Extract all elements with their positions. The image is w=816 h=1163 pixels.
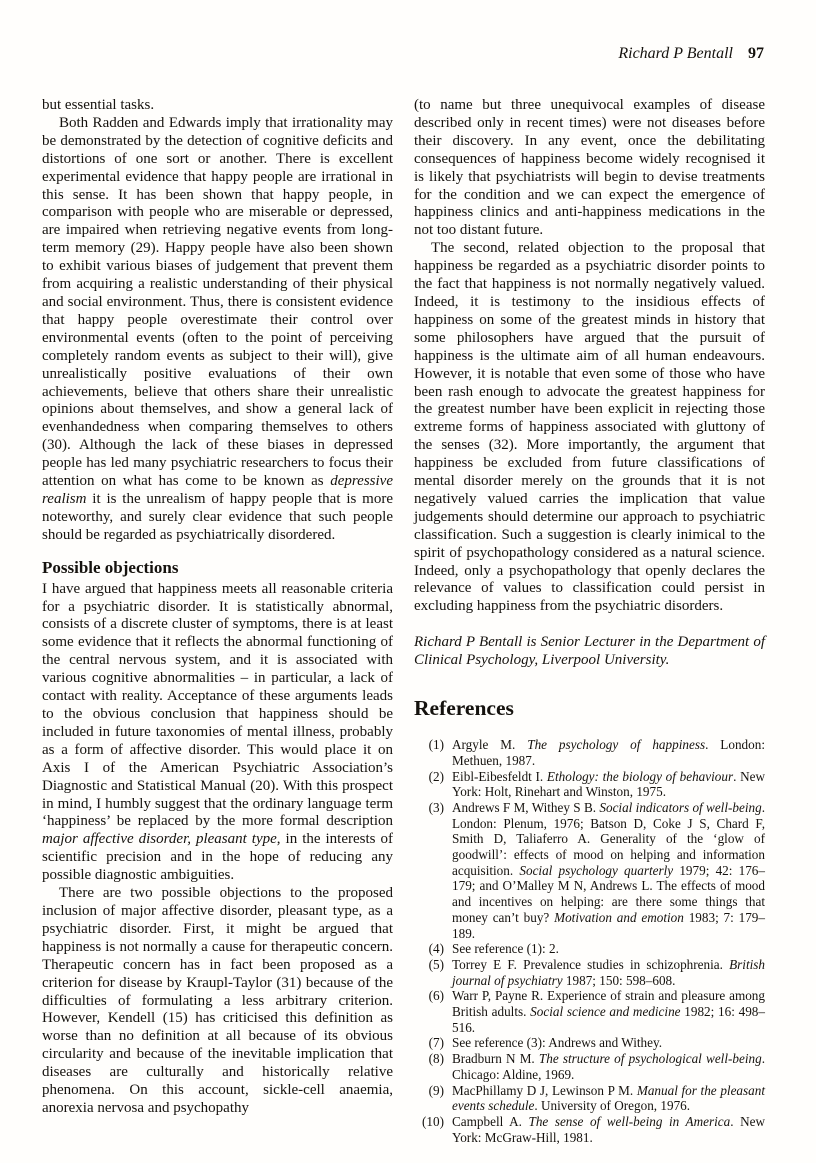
text-segment: Social indicators of well-being	[599, 799, 762, 815]
reference-item	[414, 1083, 765, 1114]
reference-text	[452, 957, 765, 988]
reference-item	[414, 1051, 765, 1082]
text-segment: . London: Methuen, 1987.	[452, 737, 765, 768]
text-segment: Campbell A.	[452, 1113, 529, 1129]
text-columns	[42, 97, 765, 1145]
reference-text	[452, 1035, 765, 1051]
text-segment: . New York: Holt, Rinehart and Winston, 1975.	[452, 768, 766, 800]
reference-text	[452, 941, 765, 957]
reference-number: (6)	[428, 988, 444, 1004]
text-segment: (to name but three unequivocal examples of disease described only in recent times) were not diseases before their discovery. In any event, once the debilitating consequences of happiness become widely recognised it is likely that psychiatrists will begin to devise treatments for the condition and we can expect the emergence of happiness clinics and anti-happiness medications in the not too distant future.	[414, 97, 765, 239]
text-segment: . University of Oregon, 1976.	[534, 1098, 691, 1114]
reference-item	[414, 800, 765, 941]
text-segment: 1983; 7: 179–189.	[452, 909, 765, 941]
text-segment: Eibl-Eibesfeldt I.	[452, 768, 547, 784]
text-segment: Andrews F M, Withey S B.	[452, 799, 600, 815]
text-segment: MacPhillamy D J, Lewinson P M.	[452, 1082, 637, 1098]
references-heading: References	[414, 696, 514, 721]
reference-text	[452, 737, 765, 768]
text-segment: British journal of psychiatry	[452, 956, 765, 988]
text-segment: The psychology of happiness	[527, 737, 706, 753]
text-segment: Bradburn N M.	[452, 1051, 539, 1067]
reference-item	[414, 1035, 765, 1051]
reference-item	[414, 941, 765, 957]
running-header-author: Richard P Bentall	[618, 45, 733, 62]
text-segment: Ethology: the biology of behaviour	[546, 768, 734, 784]
text-segment: Both Radden and Edwards imply that irrationality may be demonstrated by the detection of cognitive deficits and distortions of one sort or another. There is excellent experimental evidence that happy people are irrational in this sense. It has been shown that happy people, in comparison with people who are miserable or depressed, are impaired when retrieving negative events from long-term memory (29). Happy people have also been shown to exhibit various biases of judgement that prevent them from acquiring a realistic understanding of their physical and social environment. Thus, there is consistent evidence that happy people overestimate their control over environmental events (often to the point of perceiving completely random events as subject to their will), give unrealistically positive evaluations of their own achievements, believe that others share their unrealistic opinions about themselves, and show a general lack of evenhandedness when comparing themselves to others (30). Although the lack of these biases in depressed people has led many psychiatric researchers to focus their attention on what has come to be known as	[42, 114, 393, 490]
text-segment: 1982; 16: 498–516.	[452, 1004, 765, 1035]
text-segment: Torrey E F. Prevalence studies in schizophrenia.	[452, 956, 730, 972]
section-heading: Possible objections	[42, 557, 179, 577]
text-segment: depressive realism	[42, 473, 393, 507]
text-segment: Manual for the pleasant events schedule	[452, 1082, 766, 1114]
body-paragraph	[42, 115, 393, 545]
reference-text	[452, 1114, 765, 1145]
text-segment: The structure of psychological well-being	[538, 1051, 762, 1067]
text-segment: Warr P, Payne R. Experience of strain and pleasure among British adults.	[452, 988, 765, 1020]
body-paragraph	[42, 97, 393, 115]
text-segment: There are two possible objections to the proposed inclusion of major affective disorder, pleasant type, as a psychiatric disorder. First, it might be argued that happiness is not normally a cause for therapeutic concern. Therapeutic concern has in fact been proposed as a criterion for disease by Kraupl-Taylor (31) because of the difficulties of formulating a less arbitrary criterion. However, Kendell (15) has criticised this definition as worse than no definition at all because of its obvious circularity and because of the inevitable implication that diseases are culturally and historically relative phenomena. On this account, sickle-cell anaemia, anorexia nervosa and psychopathy	[42, 885, 393, 1116]
reference-item	[414, 769, 765, 800]
running-header	[618, 45, 764, 63]
text-segment: it is the unrealism of happy people that is more noteworthy, and surely clear evidence that such people should be regarded as psychiatrically disordered.	[42, 490, 393, 543]
body-paragraph	[414, 97, 765, 240]
text-segment: 1979; 42: 176–179; and O’Malley M N, Andrews L. The effects of mood and incentives on helping: are there some things that money can’t buy?	[452, 862, 765, 925]
reference-number: (5)	[428, 956, 444, 972]
text-segment: . London: Plenum, 1976; Batson D, Coke J S, Chard F, Smith D, Taliaferro A. Generality of the ‘glow of goodwill’: effects of mood on helping and information acquisition.	[452, 799, 766, 878]
text-segment: Social science and medicine	[530, 1004, 681, 1020]
author-affiliation	[414, 634, 765, 670]
reference-number: (2)	[428, 768, 444, 784]
reference-text	[452, 800, 765, 941]
text-segment: major affective disorder, pleasant type	[42, 831, 277, 848]
reference-number: (8)	[428, 1051, 444, 1067]
text-segment: , in the interests of scientific precision and in the hope of reducing any possible diagnostic ambiguities.	[42, 831, 393, 884]
text-segment: Social psychology quarterly	[519, 862, 674, 878]
reference-text	[452, 988, 765, 1035]
reference-number: (1)	[428, 737, 444, 753]
reference-number: (4)	[428, 941, 444, 957]
reference-number: (9)	[428, 1082, 444, 1098]
body-paragraph	[414, 240, 765, 616]
text-segment: . New York: McGraw-Hill, 1981.	[452, 1113, 765, 1145]
reference-number: (10)	[422, 1113, 444, 1129]
body-paragraph	[42, 885, 393, 1118]
text-segment: See reference (1): 2.	[452, 941, 559, 957]
body-paragraph	[42, 581, 393, 885]
reference-item	[414, 1114, 765, 1145]
text-segment: 1987; 150: 598–608.	[562, 972, 676, 988]
text-segment: but essential tasks.	[42, 97, 155, 113]
text-segment: Argyle M.	[452, 737, 528, 753]
text-segment: The second, related objection to the proposal that happiness be regarded as a psychiatric disorder points to the fact that happiness is not normally negatively valued. Indeed, it is testimony to the insidious effects of happiness on some of the greatest minds in history that some philosophers have argued that the pursuit of happiness is the ultimate aim of all human endeavours. However, it is notable that even some of those who have been rash enough to advocate the greatest happiness for the greatest number have been explicit in rejecting those extreme forms of happiness associated with gluttony of the senses (32). More importantly, the argument that happiness be excluded from future classifications of mental disorder merely on the grounds that it is not negatively valued carries the implication that value judgements should determine our approach to psychiatric classification. Such a suggestion is clearly inimical to the spirit of psychopathology considered as a natural science. Indeed, only a psychopathology that openly declares the relevance of values to classification could persist in excluding happiness from the psychiatric disorders.	[414, 240, 765, 615]
reference-text	[452, 1083, 765, 1114]
text-segment: . Chicago: Aldine, 1969.	[452, 1051, 765, 1082]
reference-item	[414, 988, 765, 1035]
reference-text	[452, 1051, 765, 1082]
left-column	[42, 97, 393, 1145]
reference-number: (7)	[428, 1035, 444, 1051]
reference-text	[452, 769, 765, 800]
text-segment: The sense of well-being in America	[528, 1113, 731, 1129]
reference-number: (3)	[428, 799, 444, 815]
reference-item	[414, 737, 765, 768]
page-number: 97	[748, 45, 764, 62]
right-column	[414, 97, 765, 1145]
text-segment: Motivation and emotion	[554, 909, 684, 925]
text-segment: I have argued that happiness meets all reasonable criteria for a psychiatric disorder. It is statistically abnormal, consists of a discrete cluster of symptoms, there is at least some evidence that it reflects the abnormal functioning of the central nervous system, and it is associated with various cognitive abnormalities – in particular, a lack of contact with reality. Acceptance of these arguments leads to the obvious conclusion that happiness should be included in future taxonomies of mental illness, probably as a form of affective disorder. This would place it on Axis I of the American Psychiatric Association’s Diagnostic and Statistical Manual (20). With this prospect in mind, I humbly suggest that the ordinary language term ‘happiness’ be replaced by the more formal description	[42, 580, 393, 830]
text-segment: Richard P Bentall is Senior Lecturer in the Department of Clinical Psychology, Liverpool University.	[414, 634, 765, 669]
reference-item	[414, 957, 765, 988]
text-segment: See reference (3): Andrews and Withey.	[452, 1035, 663, 1051]
